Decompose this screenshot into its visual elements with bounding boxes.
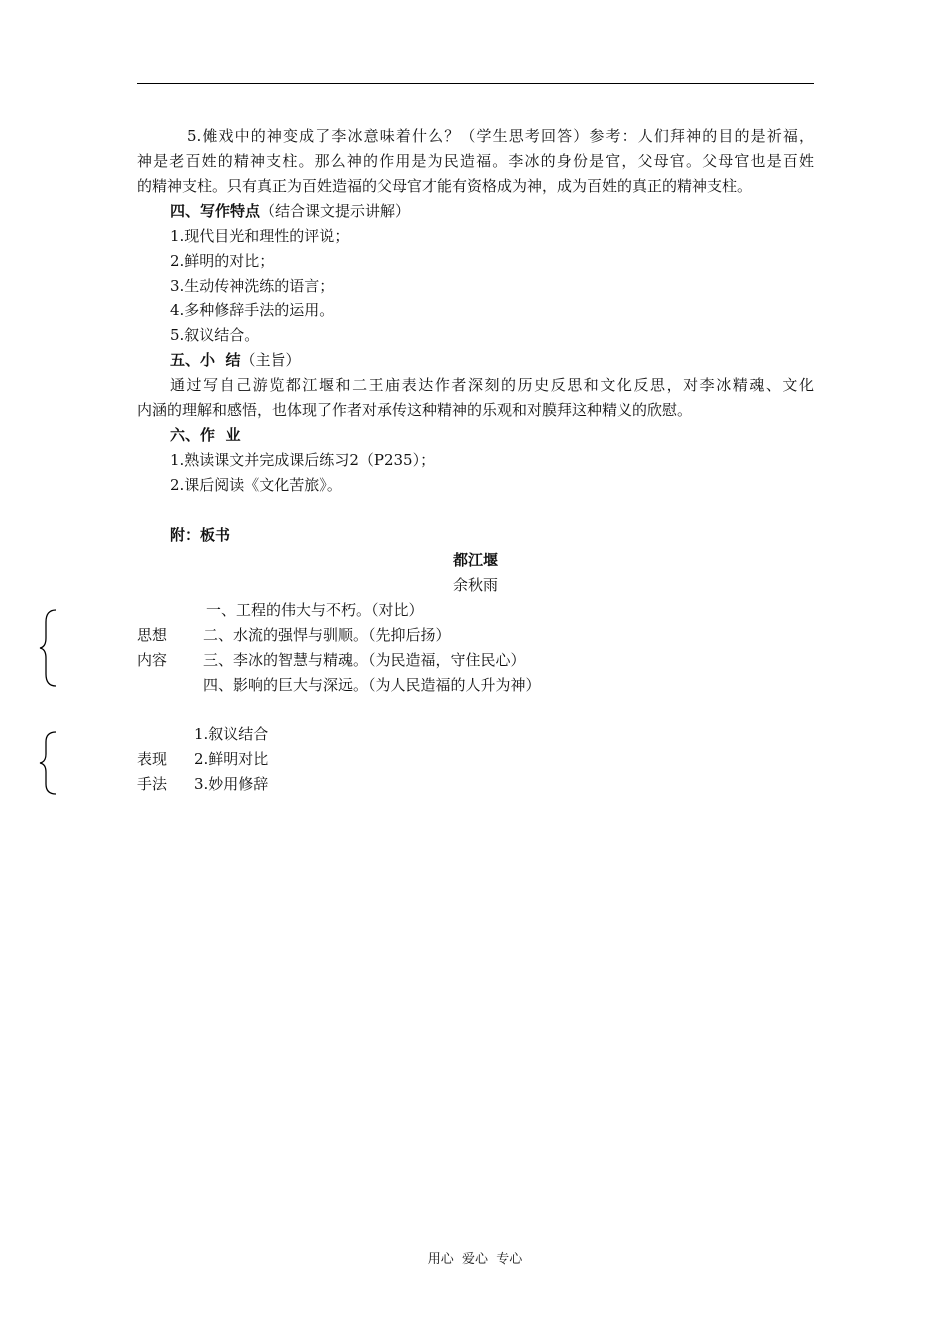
q5-line-1: 5.傩戏中的神变成了李冰意味着什么？（学生思考回答）参考：人们拜神的目的是祈福， bbox=[187, 127, 814, 145]
summary-line-2: 内涵的理解和感悟，也体现了作者对承传这种精神的乐观和对膜拜这种精义的欣慰。 bbox=[137, 401, 693, 419]
board-point: 三、李冰的智慧与精魂。（为民造福，守住民心） bbox=[203, 651, 526, 669]
q5-line-3: 的精神支柱。只有真正为百姓造福的父母官才能有资格成为神，成为百姓的真正的精神支柱。 bbox=[137, 177, 753, 195]
list-item: 3.生动传神洗练的语言； bbox=[170, 277, 335, 295]
summary-line-1: 通过写自己游览都江堰和二王庙表达作者深刻的历史反思和文化反思，对李冰精魂、文化 bbox=[170, 376, 814, 394]
list-item: 4.多种修辞手法的运用。 bbox=[170, 301, 335, 319]
left-brace-icon bbox=[38, 730, 60, 796]
left-brace-icon bbox=[38, 608, 60, 688]
board-point: 一、工程的伟大与不朽。（对比） bbox=[206, 601, 424, 619]
q5-line-2: 神是老百姓的精神支柱。那么神的作用是为民造福。李冰的身份是官，父母官。父母官也是百姓 bbox=[137, 152, 814, 170]
section-4-title: 四、写作特点 bbox=[170, 202, 261, 220]
list-item: 2.鲜明的对比； bbox=[170, 252, 275, 270]
list-item: 1.熟读课文并完成课后练习2（P235）； bbox=[170, 451, 436, 469]
list-item: 5.叙议结合。 bbox=[170, 326, 260, 344]
section-5-title: 五、小 结 bbox=[170, 351, 241, 369]
technique-item: 2.鲜明对比 bbox=[194, 750, 269, 768]
list-item: 2.课后阅读《文化苦旅》。 bbox=[170, 476, 342, 494]
group-1-label-b: 内容 bbox=[137, 651, 168, 669]
board-title: 都江堰 bbox=[452, 551, 498, 569]
group-1-label-a: 思想 bbox=[137, 626, 168, 644]
technique-item: 1.叙议结合 bbox=[194, 725, 269, 743]
board-point: 四、影响的巨大与深远。（为人民造福的人升为神） bbox=[203, 676, 541, 694]
section-4-note: （结合课文提示讲解） bbox=[260, 202, 411, 220]
list-item: 1.现代目光和理性的评说； bbox=[170, 227, 350, 245]
section-4-heading bbox=[170, 201, 850, 221]
section-5-heading bbox=[170, 350, 850, 370]
group-2-label-a: 表现 bbox=[137, 750, 168, 768]
board-author: 余秋雨 bbox=[452, 576, 498, 594]
board-heading: 附：板书 bbox=[170, 526, 231, 544]
board-point: 二、水流的强悍与驯顺。（先抑后扬） bbox=[203, 626, 451, 644]
technique-item: 3.妙用修辞 bbox=[194, 775, 269, 793]
section-6-heading: 六、作 业 bbox=[170, 426, 241, 444]
page-footer: 用心 爱心 专心 bbox=[427, 1252, 523, 1267]
section-5-note: （主旨） bbox=[240, 351, 301, 369]
header-rule bbox=[137, 83, 814, 84]
group-2-label-b: 手法 bbox=[137, 775, 168, 793]
